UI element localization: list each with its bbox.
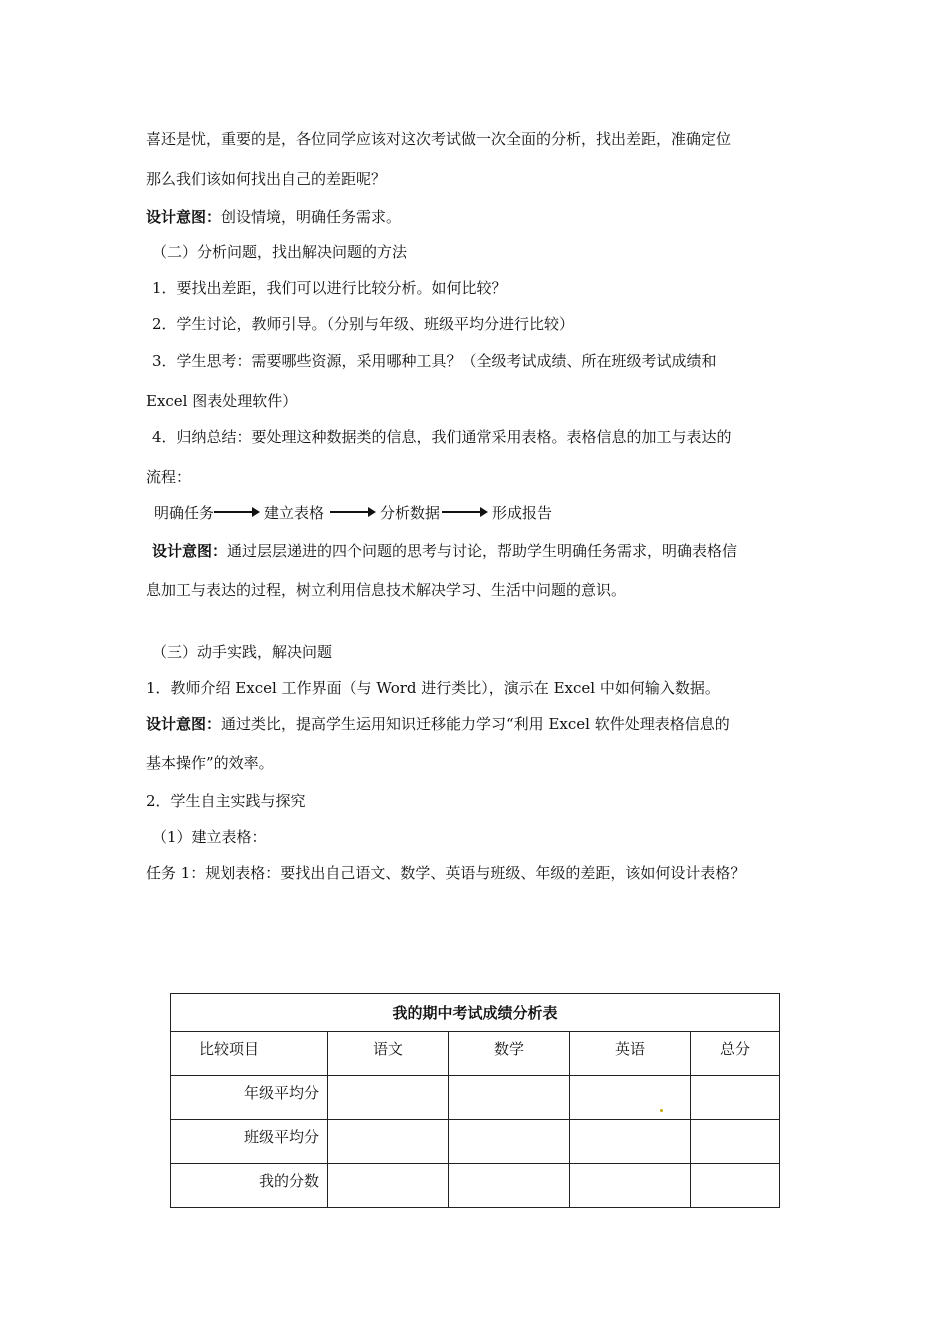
table-cell[interactable]	[449, 1120, 570, 1164]
column-header: 英语	[570, 1032, 691, 1076]
flow-step: 分析数据	[380, 503, 441, 522]
design-intent-line	[146, 206, 401, 227]
table-header-row	[171, 1032, 780, 1076]
design-intent-label: 设计意图：	[146, 715, 222, 733]
list-item: 2．学生讨论，教师引导。（分别与年级、班级平均分进行比较）	[152, 315, 575, 333]
paragraph-line: 息加工与表达的过程，树立利用信息技术解决学习、生活中问题的意识。	[146, 581, 627, 599]
row-header: 班级平均分	[171, 1120, 328, 1164]
column-header: 数学	[449, 1032, 570, 1076]
table-cell[interactable]	[691, 1076, 780, 1120]
row-header: 我的分数	[171, 1164, 328, 1208]
flow-step: 明确任务	[154, 503, 215, 522]
design-intent-label: 设计意图：	[152, 542, 228, 560]
process-flow	[154, 501, 552, 523]
table-cell[interactable]	[570, 1120, 691, 1164]
list-item: 1．要找出差距，我们可以进行比较分析。如何比较？	[152, 279, 507, 297]
table-cell[interactable]	[449, 1076, 570, 1120]
table-row	[171, 1076, 780, 1120]
table-row	[171, 1164, 780, 1208]
paragraph-line: 基本操作”的效率。	[146, 754, 274, 772]
list-item: （1）建立表格：	[152, 828, 267, 846]
table-cell[interactable]	[449, 1164, 570, 1208]
table-cell[interactable]	[328, 1164, 449, 1208]
section-heading: （二）分析问题，找出解决问题的方法	[152, 243, 408, 261]
flow-step: 形成报告	[492, 503, 553, 522]
list-item: 4．归纳总结：要处理这种数据类的信息，我们通常采用表格。表格信息的加工与表达的	[152, 428, 732, 446]
arrow-right-icon	[442, 511, 482, 513]
column-header: 总分	[691, 1032, 780, 1076]
table-row	[171, 1120, 780, 1164]
paragraph-line: 流程：	[146, 468, 192, 486]
design-intent-label: 设计意图：	[146, 208, 222, 226]
list-item: 3．学生思考：需要哪些资源，采用哪种工具？（全级考试成绩、所在班级考试成绩和	[152, 352, 717, 370]
design-intent-line	[152, 540, 737, 561]
stray-mark	[660, 1109, 663, 1112]
list-item: 2．学生自主实践与探究	[146, 792, 306, 810]
table-cell[interactable]	[328, 1120, 449, 1164]
arrow-right-icon	[330, 511, 370, 513]
paragraph-line: 喜还是忧，重要的是，各位同学应该对这次考试做一次全面的分析，找出差距，准确定位	[146, 130, 732, 148]
table-cell[interactable]	[691, 1164, 780, 1208]
table-title: 我的期中考试成绩分析表	[171, 994, 780, 1032]
design-intent-text: 创设情境，明确任务需求。	[221, 208, 402, 226]
table-cell[interactable]	[570, 1076, 691, 1120]
paragraph-line: 那么我们该如何找出自己的差距呢？	[146, 170, 387, 188]
row-header: 年级平均分	[171, 1076, 328, 1120]
design-intent-text: 通过类比，提高学生运用知识迁移能力学习“利用 Excel 软件处理表格信息的	[221, 715, 730, 733]
table-cell[interactable]	[328, 1076, 449, 1120]
task-line: 任务 1：规划表格：要找出自己语文、数学、英语与班级、年级的差距，该如何设计表格？	[146, 864, 746, 882]
design-intent-line	[146, 713, 730, 734]
column-header: 语文	[328, 1032, 449, 1076]
table-cell[interactable]	[570, 1164, 691, 1208]
score-analysis-table	[170, 993, 780, 1208]
section-heading: （三）动手实践，解决问题	[152, 643, 333, 661]
design-intent-text: 通过层层递进的四个问题的思考与讨论，帮助学生明确任务需求，明确表格信	[227, 542, 738, 560]
table-cell[interactable]	[691, 1120, 780, 1164]
list-item: 1．教师介绍 Excel 工作界面（与 Word 进行类比），演示在 Excel 中如何输入数据。	[146, 679, 720, 697]
arrow-right-icon	[214, 511, 254, 513]
flow-step: 建立表格	[264, 503, 325, 522]
column-header: 比较项目	[171, 1032, 328, 1076]
paragraph-line: Excel 图表处理软件）	[146, 392, 298, 410]
